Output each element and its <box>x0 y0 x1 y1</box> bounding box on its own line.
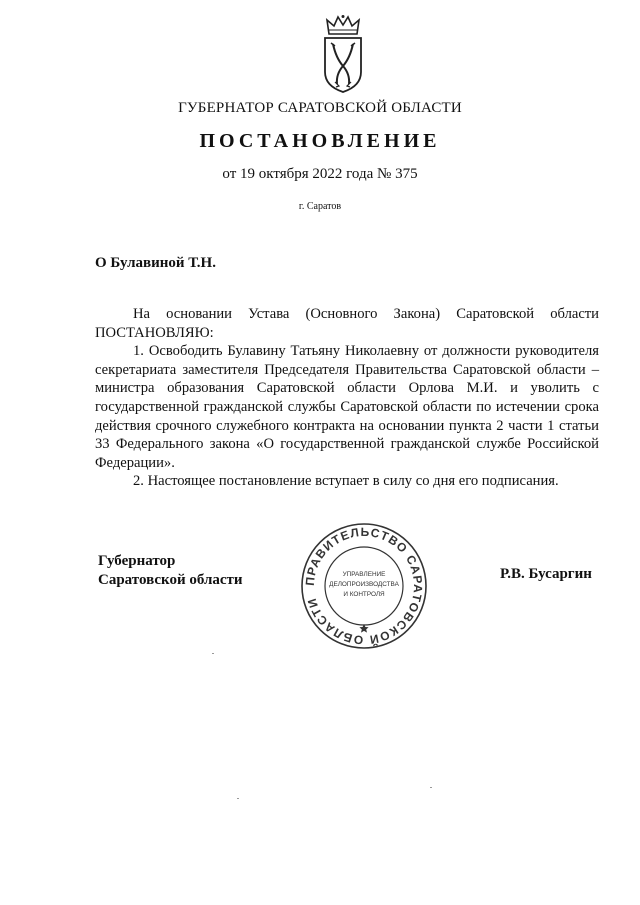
seal-line-1: УПРАВЛЕНИЕ <box>342 571 386 578</box>
signatory-position-line1: Губернатор <box>98 553 176 569</box>
document-title: ПОСТАНОВЛЕНИЕ <box>199 130 441 152</box>
scan-speck <box>212 653 214 654</box>
signatory-position <box>98 552 243 590</box>
document-body <box>95 305 599 491</box>
preamble-paragraph: На основании Устава (Основного Закона) Саратовской области ПОСТАНОВЛЯЮ: <box>95 306 599 341</box>
seal-ring-text: ПРАВИТЕЛЬСТВО САРАТОВСКОЙ ОБЛАСТИ <box>302 524 426 648</box>
signatory-name: Р.В. Бусаргин <box>500 566 592 582</box>
signatory-position-line2: Саратовской области <box>98 572 243 588</box>
coat-of-arms-icon <box>320 14 366 94</box>
scan-speck <box>237 798 239 799</box>
document-date-number: от 19 октября 2022 года № 375 <box>222 166 418 182</box>
document-subject: О Булавиной Т.Н. <box>95 255 216 271</box>
document-city: г. Саратов <box>298 201 342 212</box>
scan-speck <box>430 787 432 788</box>
official-seal-icon <box>298 520 430 652</box>
seal-line-2: ДЕЛОПРОИЗВОДСТВА <box>329 581 399 588</box>
issuing-authority: ГУБЕРНАТОР САРАТОВСКОЙ ОБЛАСТИ <box>178 100 462 116</box>
decree-item-1: 1. Освободить Булавину Татьяну Николаевну от должности руководителя секретариата заместителя Председателя Правительства Саратовской области – министра образования Саратовской области Орлова М.И. и уволить с государственной гражданской службы Саратовской области по истечении срока действия срочного служебного контракта на основании пункта 2 части 1 статьи 33 Федерального закона «О государственной гражданской службе Российской Федерации». <box>95 343 599 471</box>
seal-line-3: И КОНТРОЛЯ <box>343 591 385 598</box>
decree-item-2: 2. Настоящее постановление вступает в силу со дня его подписания. <box>133 473 559 490</box>
